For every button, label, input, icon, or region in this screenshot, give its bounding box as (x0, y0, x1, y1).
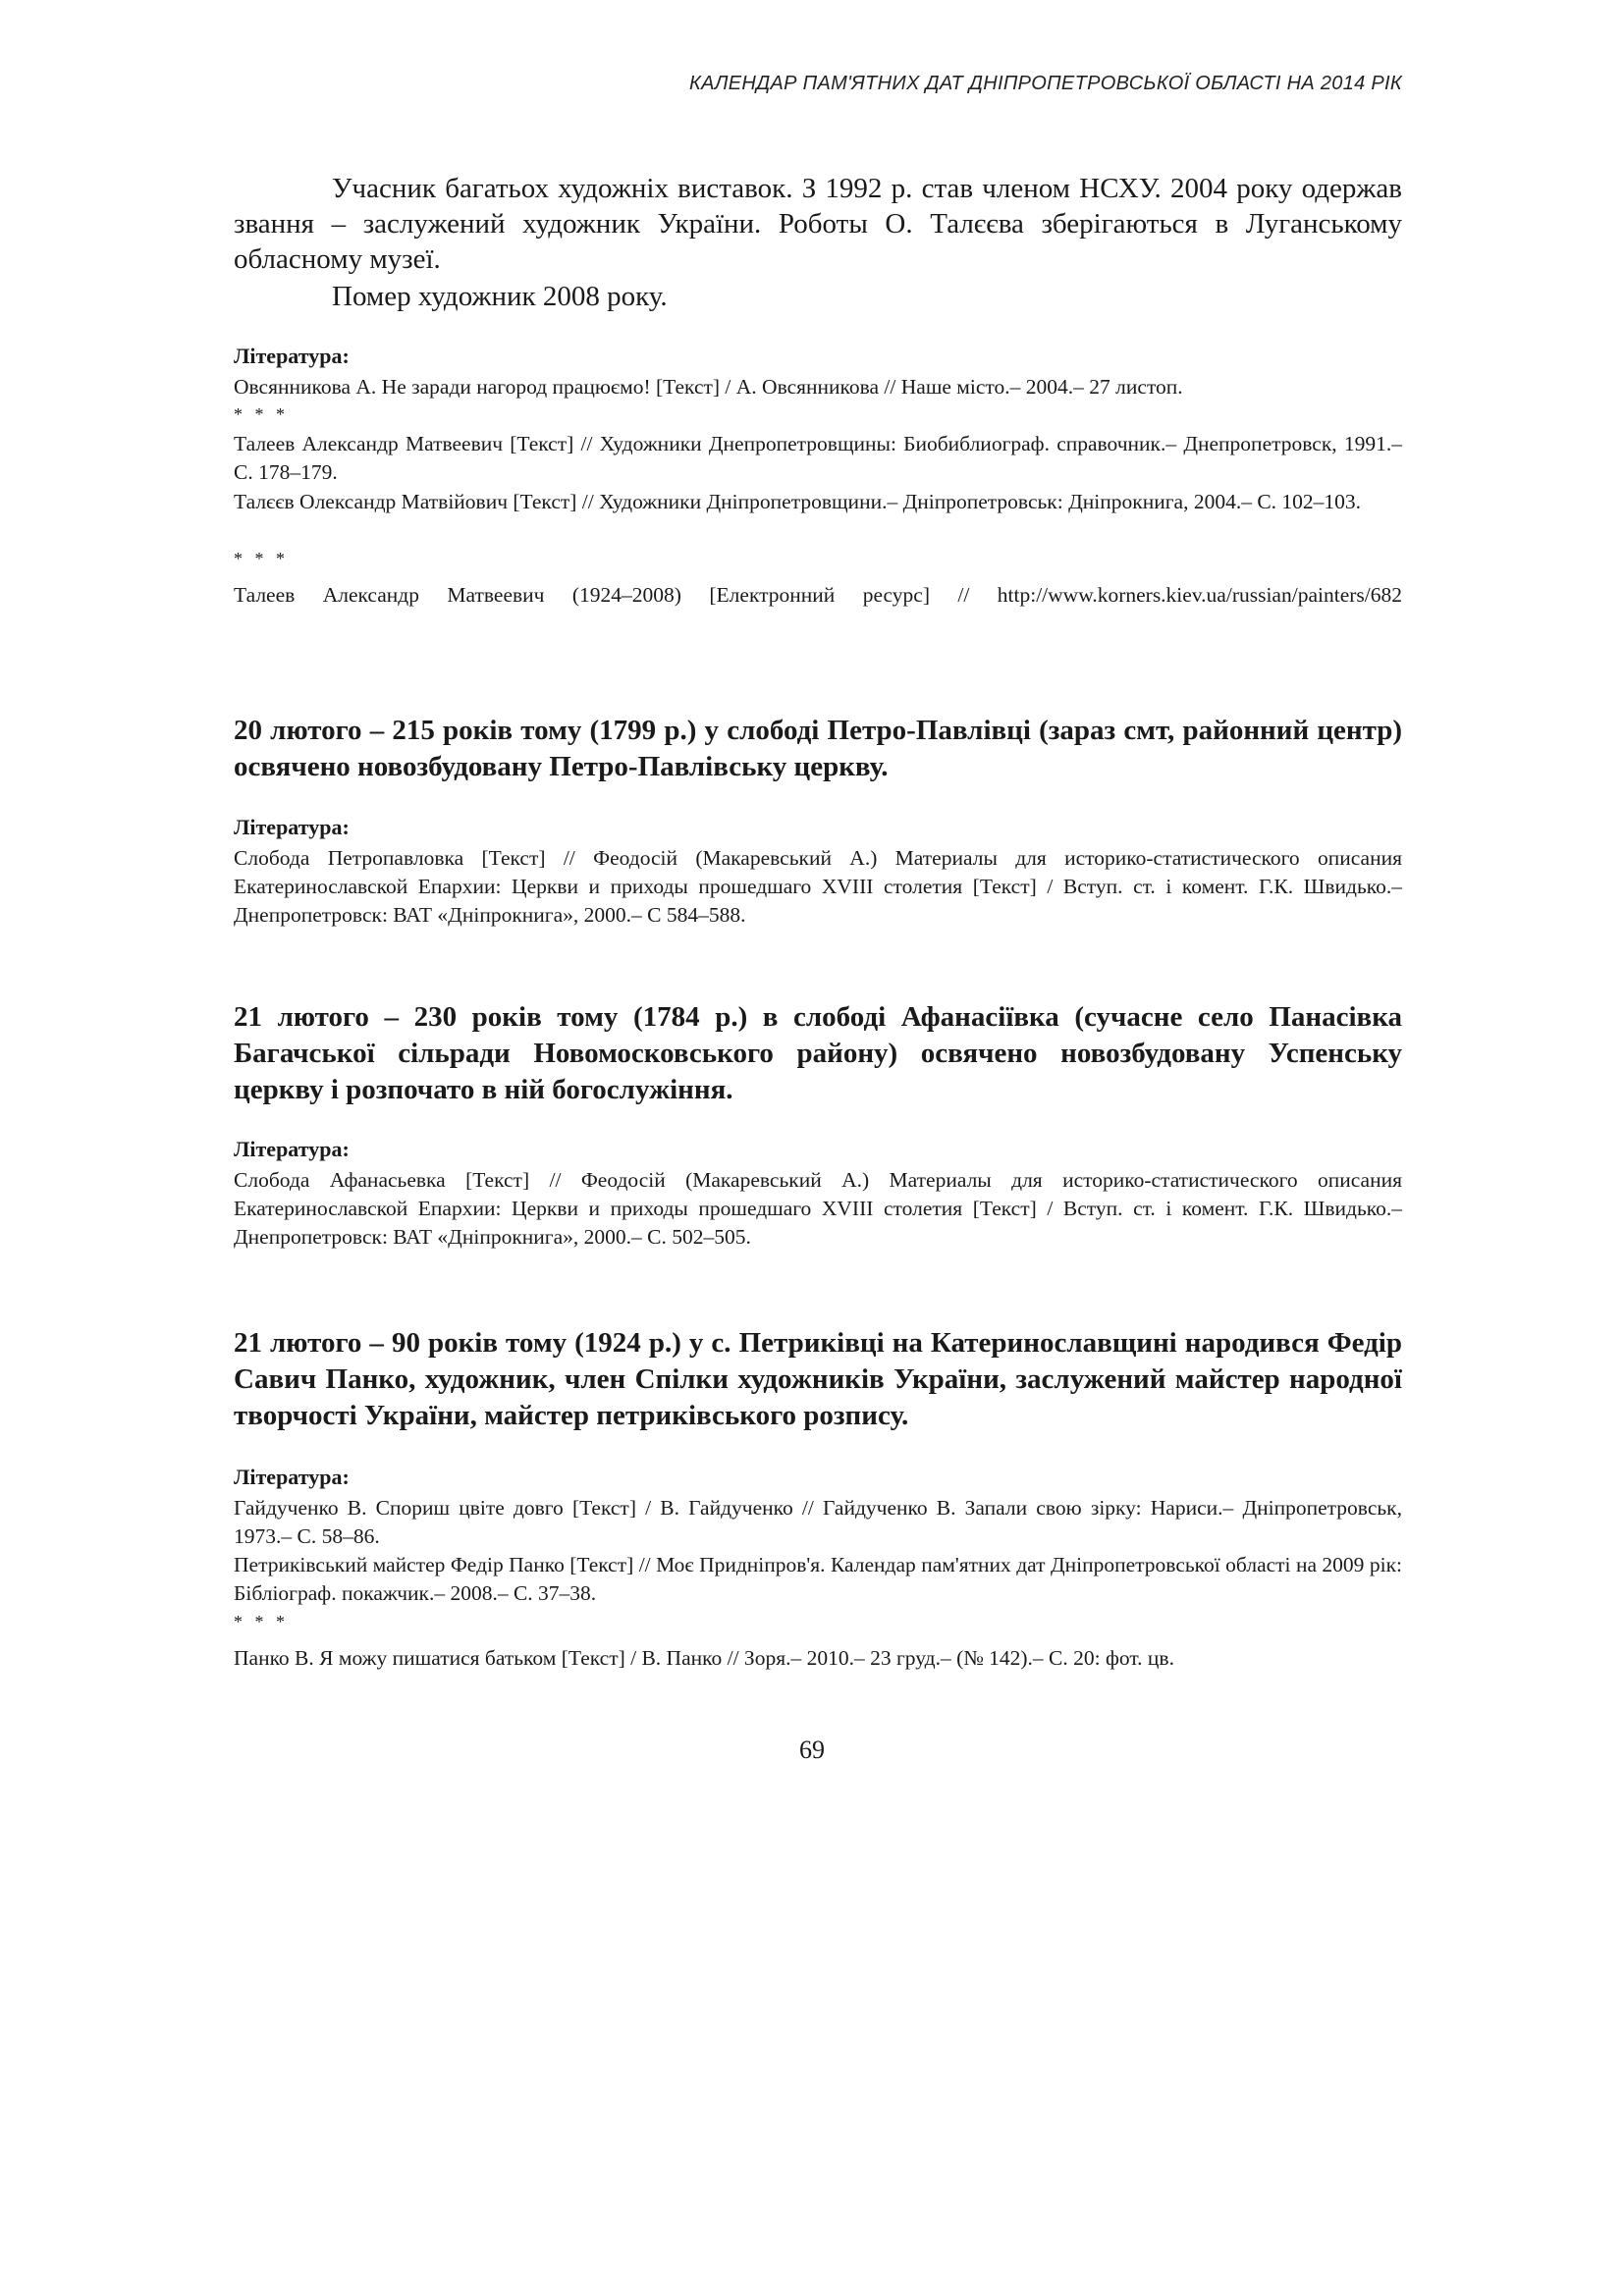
literature-item: Петриківський майстер Федір Панко [Текст] // Моє Придніпров'я. Календар пам'ятних дат Дніпропетровської області на 2009 рік: Бібліограф. покажчик.– 2008.– С. 37–38. (234, 1553, 1402, 1605)
event-title: 20 лютого – 215 років тому (1799 р.) у слободі Петро-Павлівці (зараз смт, районний центр) освячено новозбудовану Петро-Павлівську церкву. (234, 715, 1402, 782)
intro-paragraph: Учасник багатьох художніх виставок. З 1992 р. став членом НСХУ. 2004 року одержав звання – заслужений художник України. Роботы О. Талєєва зберігаються в Луганському обласному музеї. (234, 173, 1402, 275)
literature-item: Талеев Александр Матвеевич [Текст] // Художники Днепропетровщины: Биобиблиограф. справочник.– Днепропетровск, 1991.– С. 178–179. (234, 432, 1402, 484)
literature-heading: Література: (234, 344, 350, 368)
separator-stars: * * * (234, 1612, 289, 1631)
event-title: 21 лютого – 230 років тому (1784 р.) в слободі Афанасіївка (сучасне село Панасівка Багачської сільради Новомосковського району) освячено новозбудовану Успенську церкву і розпочато в ній богослужіння. (234, 1001, 1402, 1105)
literature-item: Слобода Петропавловка [Текст] // Феодосій (Макаревський А.) Материалы для историко-статистического описания Екатеринославской Епархии: Церкви и приходы прошедшаго XVIII столетия [Текст] / Вступ. ст. і комент. Г.К. Швидько.– Днепропетровск: ВАТ «Дніпрокнига», 2000.– С 584–588. (234, 846, 1402, 927)
literature-item: Овсянникова А. Не заради нагород працюємо! [Текст] / А. Овсянникова // Наше місто.– 2004.– 27 листоп. (234, 375, 1183, 399)
event-title: 21 лютого – 90 років тому (1924 р.) у с. Петриківці на Катеринославщині народився Федір Савич Панко, художник, член Спілки художників України, заслужений майстер народної творчості України, майстер петриківського розпису. (234, 1327, 1402, 1431)
literature-heading: Література: (234, 1465, 350, 1489)
literature-item-link: Талеев Александр Матвеевич (1924–2008) [Електронний ресурс] // http://www.korners.kiev.ua/russian/painters/682 (234, 583, 1402, 607)
literature-heading: Література: (234, 815, 350, 839)
running-header: КАЛЕНДАР ПАМ'ЯТНИХ ДАТ ДНІПРОПЕТРОВСЬКОЇ ОБЛАСТІ НА 2014 РІК (689, 73, 1402, 94)
intro-paragraph-death: Помер художник 2008 року. (332, 281, 668, 312)
literature-item: Панко В. Я можу пишатися батьком [Текст] / В. Панко // Зоря.– 2010.– 23 груд.– (№ 142).– С. 20: фот. цв. (234, 1646, 1174, 1670)
page-number: 69 (799, 1735, 825, 1764)
separator-stars: * * * (234, 549, 289, 568)
literature-item: Гайдученко В. Спориш цвіте довго [Текст] / В. Гайдученко // Гайдученко В. Запали свою зірку: Нариси.– Дніпропетровськ, 1973.– С. 58–86. (234, 1496, 1402, 1548)
literature-item: Талєєв Олександр Матвійович [Текст] // Художники Дніпропетровщини.– Дніпропетровськ: Дніпрокнига, 2004.– С. 102–103. (234, 490, 1362, 513)
literature-heading: Література: (234, 1137, 350, 1161)
literature-item: Слобода Афанасьевка [Текст] // Феодосій (Макаревський А.) Материалы для историко-статистического описания Екатеринославской Епархии: Церкви и приходы прошедшаго XVIII столетия [Текст] / Вступ. ст. і комент. Г.К. Швидько.– Днепропетровск: ВАТ «Дніпрокнига», 2000.– С. 502–505. (234, 1168, 1402, 1249)
separator-stars: * * * (234, 404, 289, 424)
